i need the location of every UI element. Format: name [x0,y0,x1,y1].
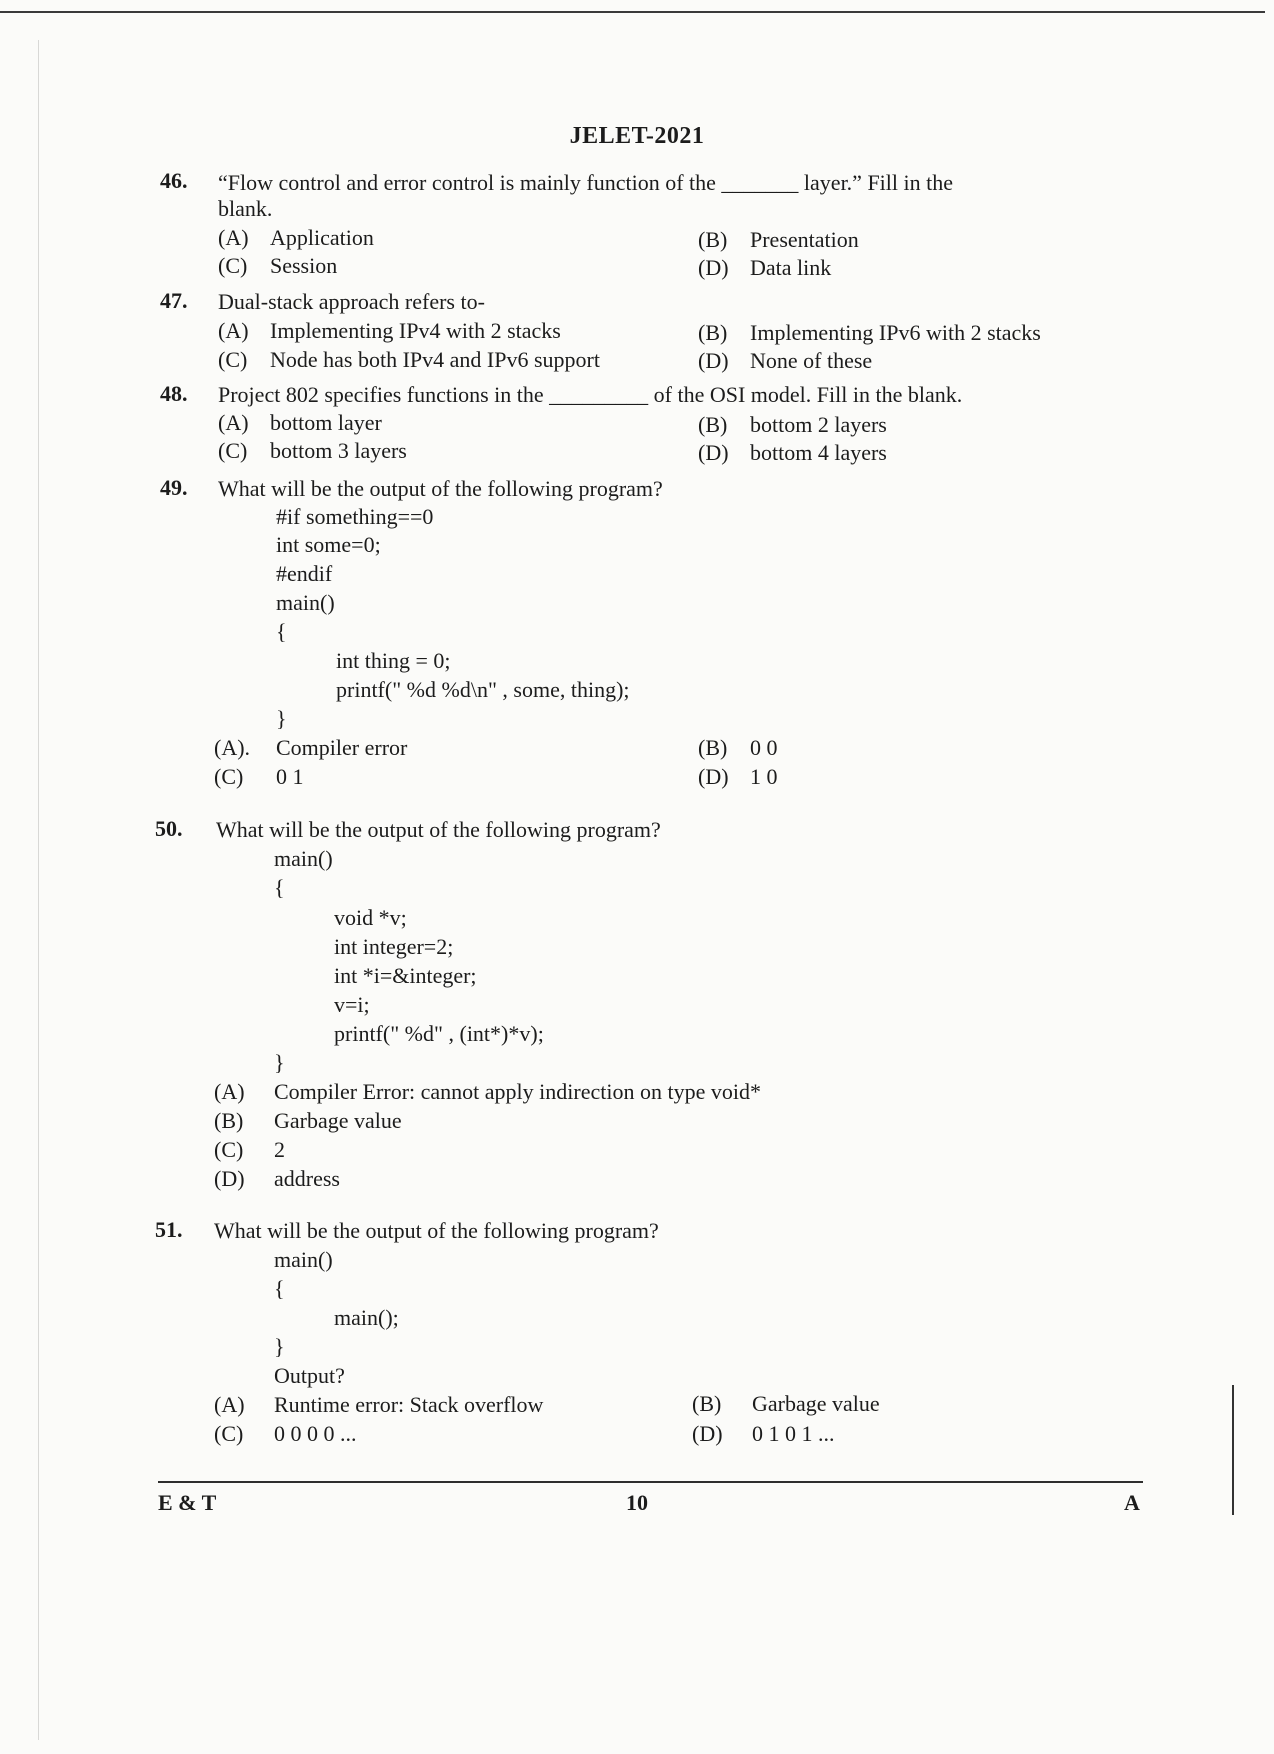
code-line: #if something==0 [276,504,434,529]
option-text: Compiler error [276,735,408,760]
option-text: bottom 3 layers [270,438,407,463]
option-d [214,1166,340,1192]
page-number: 10 [626,1490,648,1515]
option-letter: (C) [214,764,244,789]
option-b [214,1108,402,1134]
question-text: What will be the output of the following program? [218,476,663,501]
code-line: { [274,875,285,900]
code-line: void *v; [334,905,407,930]
option-text: 1 0 [750,764,778,789]
option-letter: (A) [218,318,249,343]
option-letter: (A) [218,410,249,435]
code-line: main(); [334,1305,399,1330]
question-text-cont: blank. [218,196,273,221]
option-c [218,253,337,279]
option-b [698,320,1041,346]
option-text: bottom layer [270,410,382,435]
code-line: int integer=2; [334,934,454,959]
code-line: printf(" %d" , (int*)*v); [334,1021,544,1046]
code-line: #endif [276,561,333,586]
footer-rule [158,1481,1143,1483]
option-b [698,227,859,253]
option-b [692,1391,880,1417]
option-c [214,1421,357,1447]
code-line: main() [274,846,333,871]
option-letter: (D) [698,440,729,465]
option-letter: (D) [698,348,729,373]
option-letter: (D) [214,1166,245,1191]
code-line: } [274,1050,285,1075]
option-letter: (C) [214,1137,244,1162]
option-text: Implementing IPv6 with 2 stacks [750,320,1041,345]
option-c [218,347,600,373]
option-c [214,764,304,790]
code-line: } [274,1334,285,1359]
option-text: address [274,1166,340,1191]
option-text: Compiler Error: cannot apply indirection on type void* [274,1079,761,1104]
option-text: 0 0 0 0 ... [274,1421,357,1446]
option-b [698,412,887,438]
question-text: Project 802 specifies functions in the _________ of the OSI model. Fill in the blank. [218,382,963,407]
option-text: Session [270,253,338,278]
option-letter: (C) [218,253,248,278]
option-text: 0 1 0 1 ... [752,1421,835,1446]
option-a [218,318,561,344]
option-letter: (A) [214,1392,245,1417]
question-number: 49. [160,475,188,500]
option-d [698,255,831,281]
question-text: Dual-stack approach refers to- [218,289,485,314]
option-d [692,1421,835,1447]
option-a [218,410,382,436]
option-a [218,225,374,251]
option-letter: (B) [698,412,728,437]
code-line: } [276,706,287,731]
option-text: bottom 2 layers [750,412,887,437]
option-letter: (B) [698,735,728,760]
option-letter: (B) [692,1391,722,1416]
option-text: Runtime error: Stack overflow [274,1392,544,1417]
option-text: Data link [750,255,832,280]
option-text: Node has both IPv4 and IPv6 support [270,347,600,372]
option-text: None of these [750,348,873,373]
option-a [214,1392,543,1418]
option-letter: (C) [214,1421,244,1446]
option-text: 0 1 [276,764,304,789]
option-c [218,438,407,464]
option-letter: (D) [698,764,729,789]
question-number: 47. [160,288,188,313]
footer-set-code: A [1124,1490,1140,1515]
question-number: 48. [160,381,188,406]
option-letter: (A) [214,1079,245,1104]
code-line: { [276,619,287,644]
code-line: v=i; [334,992,370,1017]
question-text: What will be the output of the following program? [214,1218,659,1243]
option-d [698,764,778,790]
code-line: int *i=&integer; [334,963,477,988]
code-line: int some=0; [276,532,381,557]
option-letter: (B) [214,1108,244,1133]
question-number: 50. [155,816,183,841]
option-text: Presentation [750,227,859,252]
option-letter: (B) [698,227,728,252]
code-line: main() [274,1247,333,1272]
footer-subject-code: E & T [158,1490,217,1515]
option-a [214,735,407,761]
option-text: Garbage value [752,1391,880,1416]
option-text: Garbage value [274,1108,402,1133]
option-text: bottom 4 layers [750,440,887,465]
page-title: JELET-2021 [569,123,705,149]
option-d [698,440,887,466]
code-line: Output? [274,1363,345,1388]
left-page-edge [38,40,39,1740]
code-line: { [274,1276,285,1301]
option-a [214,1079,761,1105]
option-text: Implementing IPv4 with 2 stacks [270,318,561,343]
question-text: What will be the output of the following program? [216,817,661,842]
option-letter: (C) [218,347,248,372]
option-letter: (D) [692,1421,723,1446]
question-number: 46. [160,168,188,193]
option-c [214,1137,285,1163]
question-number: 51. [155,1217,183,1242]
option-text: 2 [274,1137,285,1162]
code-line: int thing = 0; [336,648,451,673]
top-border-line [0,11,1265,13]
option-text: 0 0 [750,735,778,760]
code-line: main() [276,590,335,615]
code-line: printf(" %d %d\n" , some, thing); [336,677,630,702]
option-letter: (D) [698,255,729,280]
option-letter: (A) [218,225,249,250]
option-b [698,735,778,761]
option-letter: (C) [218,438,248,463]
option-letter: (A). [214,735,251,760]
question-text: “Flow control and error control is mainly function of the _______ layer.” Fill in the [218,170,954,195]
option-letter: (B) [698,320,728,345]
option-text: Application [270,225,374,250]
option-d [698,348,872,374]
